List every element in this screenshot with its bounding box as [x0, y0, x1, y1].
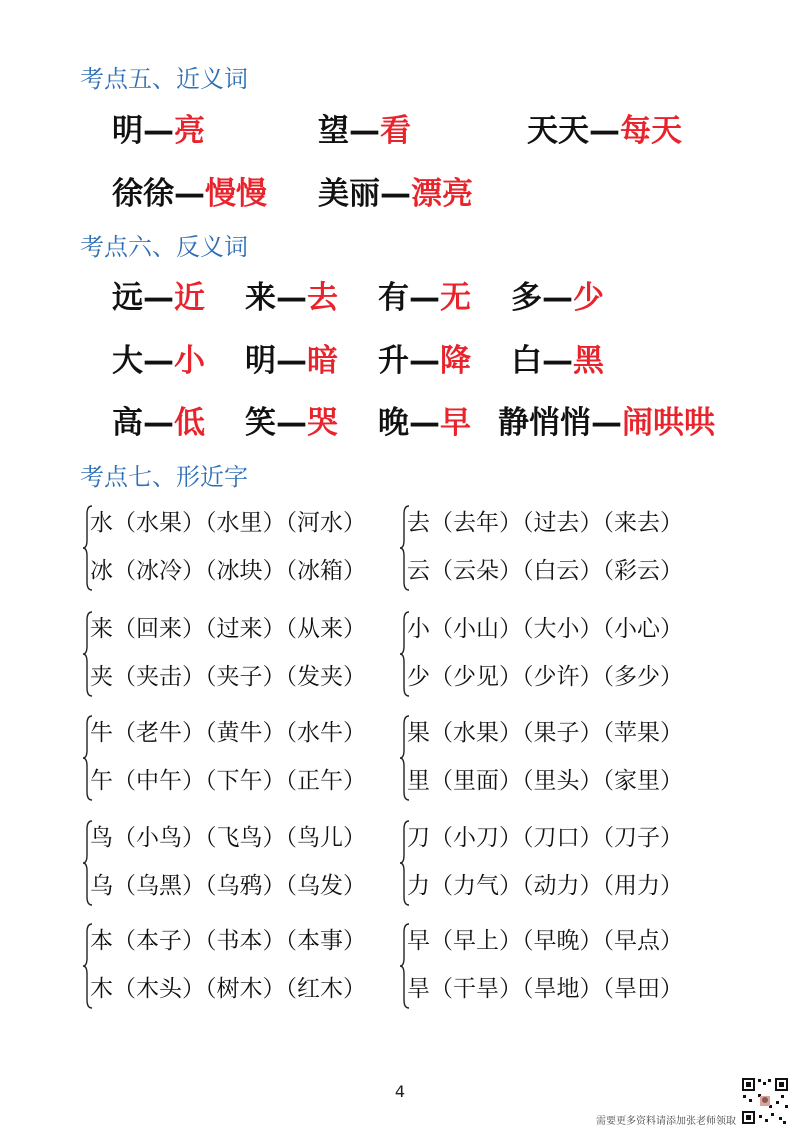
answer-word: 小 — [174, 343, 205, 379]
similar-char-line: 午（中午）（下午）（正午） — [90, 768, 366, 794]
antonym-pair — [378, 273, 471, 323]
synonym-pair — [112, 169, 267, 219]
word: 大 — [112, 343, 143, 379]
dash: — — [542, 280, 573, 316]
similar-char-line: 云（云朵）（白云）（彩云） — [407, 558, 683, 584]
similar-char-line: 本（本子）（书本）（本事） — [90, 928, 366, 954]
word: 有 — [378, 280, 409, 316]
antonym-row-3 — [0, 398, 800, 448]
section-title-antonyms: 考点六、反义词 — [80, 233, 248, 261]
answer-word: 暗 — [307, 343, 338, 379]
dash: — — [542, 343, 573, 379]
dash: — — [276, 280, 307, 316]
similar-char-line: 旱（干旱）（旱地）（旱田） — [407, 976, 683, 1002]
answer-word: 黑 — [573, 343, 604, 379]
similar-char-line: 水（水果）（水里）（河水） — [90, 510, 366, 536]
antonym-pair — [245, 273, 338, 323]
similar-char-line: 刀（小刀）（刀口）（刀子） — [407, 825, 683, 851]
antonym-pair — [112, 398, 205, 448]
answer-word: 近 — [174, 280, 205, 316]
answer-word: 早 — [440, 405, 471, 441]
answer-word: 看 — [380, 113, 411, 149]
word: 天天 — [527, 113, 589, 149]
synonym-pair — [318, 106, 411, 156]
dash: — — [276, 405, 307, 441]
answer-word: 慢慢 — [205, 176, 267, 212]
antonym-pair — [378, 336, 471, 386]
antonym-row-1 — [0, 273, 800, 323]
section-title-similar-chars: 考点七、形近字 — [80, 463, 248, 491]
answer-word: 去 — [307, 280, 338, 316]
similar-char-line: 鸟（小鸟）（飞鸟）（鸟儿） — [90, 825, 366, 851]
similar-char-line: 小（小山）（大小）（小心） — [407, 616, 683, 642]
similar-char-line: 冰（冰冷）（冰块）（冰箱） — [90, 558, 366, 584]
synonym-row-2 — [0, 169, 800, 219]
word: 望 — [318, 113, 349, 149]
antonym-pair — [245, 336, 338, 386]
word: 明 — [112, 113, 143, 149]
word: 晚 — [378, 405, 409, 441]
dash: — — [143, 113, 174, 149]
antonym-pair — [511, 336, 604, 386]
answer-word: 亮 — [174, 113, 205, 149]
synonym-pair — [112, 106, 205, 156]
similar-char-line: 夹（夹击）（夹子）（发夹） — [90, 664, 366, 690]
similar-char-line: 木（木头）（树木）（红木） — [90, 976, 366, 1002]
answer-word: 每天 — [620, 113, 682, 149]
dash: — — [143, 280, 174, 316]
footer-note: 需要更多资料请添加张老师领取 — [596, 1116, 736, 1127]
synonym-pair — [318, 169, 473, 219]
word: 高 — [112, 405, 143, 441]
dash: — — [143, 343, 174, 379]
similar-char-line: 来（回来）（过来）（从来） — [90, 616, 366, 642]
answer-word: 漂亮 — [411, 176, 473, 212]
dash: — — [174, 176, 205, 212]
similar-char-line: 少（少见）（少许）（多少） — [407, 664, 683, 690]
word: 来 — [245, 280, 276, 316]
word: 多 — [511, 280, 542, 316]
antonym-pair — [498, 398, 715, 448]
word: 笑 — [245, 405, 276, 441]
dash: — — [409, 280, 440, 316]
word: 美丽 — [318, 176, 380, 212]
section-title-synonyms: 考点五、近义词 — [80, 65, 248, 93]
dash: — — [409, 343, 440, 379]
word: 升 — [378, 343, 409, 379]
answer-word: 降 — [440, 343, 471, 379]
word: 白 — [511, 343, 542, 379]
similar-char-line: 牛（老牛）（黄牛）（水牛） — [90, 720, 366, 746]
similar-char-line: 果（水果）（果子）（苹果） — [407, 720, 683, 746]
similar-char-line: 力（力气）（动力）（用力） — [407, 873, 683, 899]
antonym-pair — [511, 273, 604, 323]
word: 静悄悄 — [498, 405, 591, 441]
dash: — — [276, 343, 307, 379]
word: 明 — [245, 343, 276, 379]
similar-char-line: 去（去年）（过去）（来去） — [407, 510, 683, 536]
word: 徐徐 — [112, 176, 174, 212]
dash: — — [143, 405, 174, 441]
similar-char-line: 里（里面）（里头）（家里） — [407, 768, 683, 794]
word: 远 — [112, 280, 143, 316]
answer-word: 无 — [440, 280, 471, 316]
answer-word: 少 — [573, 280, 604, 316]
dash: — — [589, 113, 620, 149]
dash: — — [349, 113, 380, 149]
dash: — — [409, 405, 440, 441]
similar-char-line: 早（早上）（早晚）（早点） — [407, 928, 683, 954]
dash: — — [591, 405, 622, 441]
page-number: 4 — [394, 1082, 406, 1101]
answer-word: 哭 — [307, 405, 338, 441]
answer-word: 闹哄哄 — [622, 405, 715, 441]
antonym-pair — [112, 273, 205, 323]
antonym-pair — [112, 336, 205, 386]
synonym-row-1 — [0, 106, 800, 156]
antonym-row-2 — [0, 336, 800, 386]
answer-word: 低 — [174, 405, 205, 441]
similar-char-line: 乌（乌黑）（乌鸦）（乌发） — [90, 873, 366, 899]
qr-code-icon — [741, 1077, 789, 1125]
antonym-pair — [378, 398, 471, 448]
dash: — — [380, 176, 411, 212]
synonym-pair — [527, 106, 682, 156]
antonym-pair — [245, 398, 338, 448]
